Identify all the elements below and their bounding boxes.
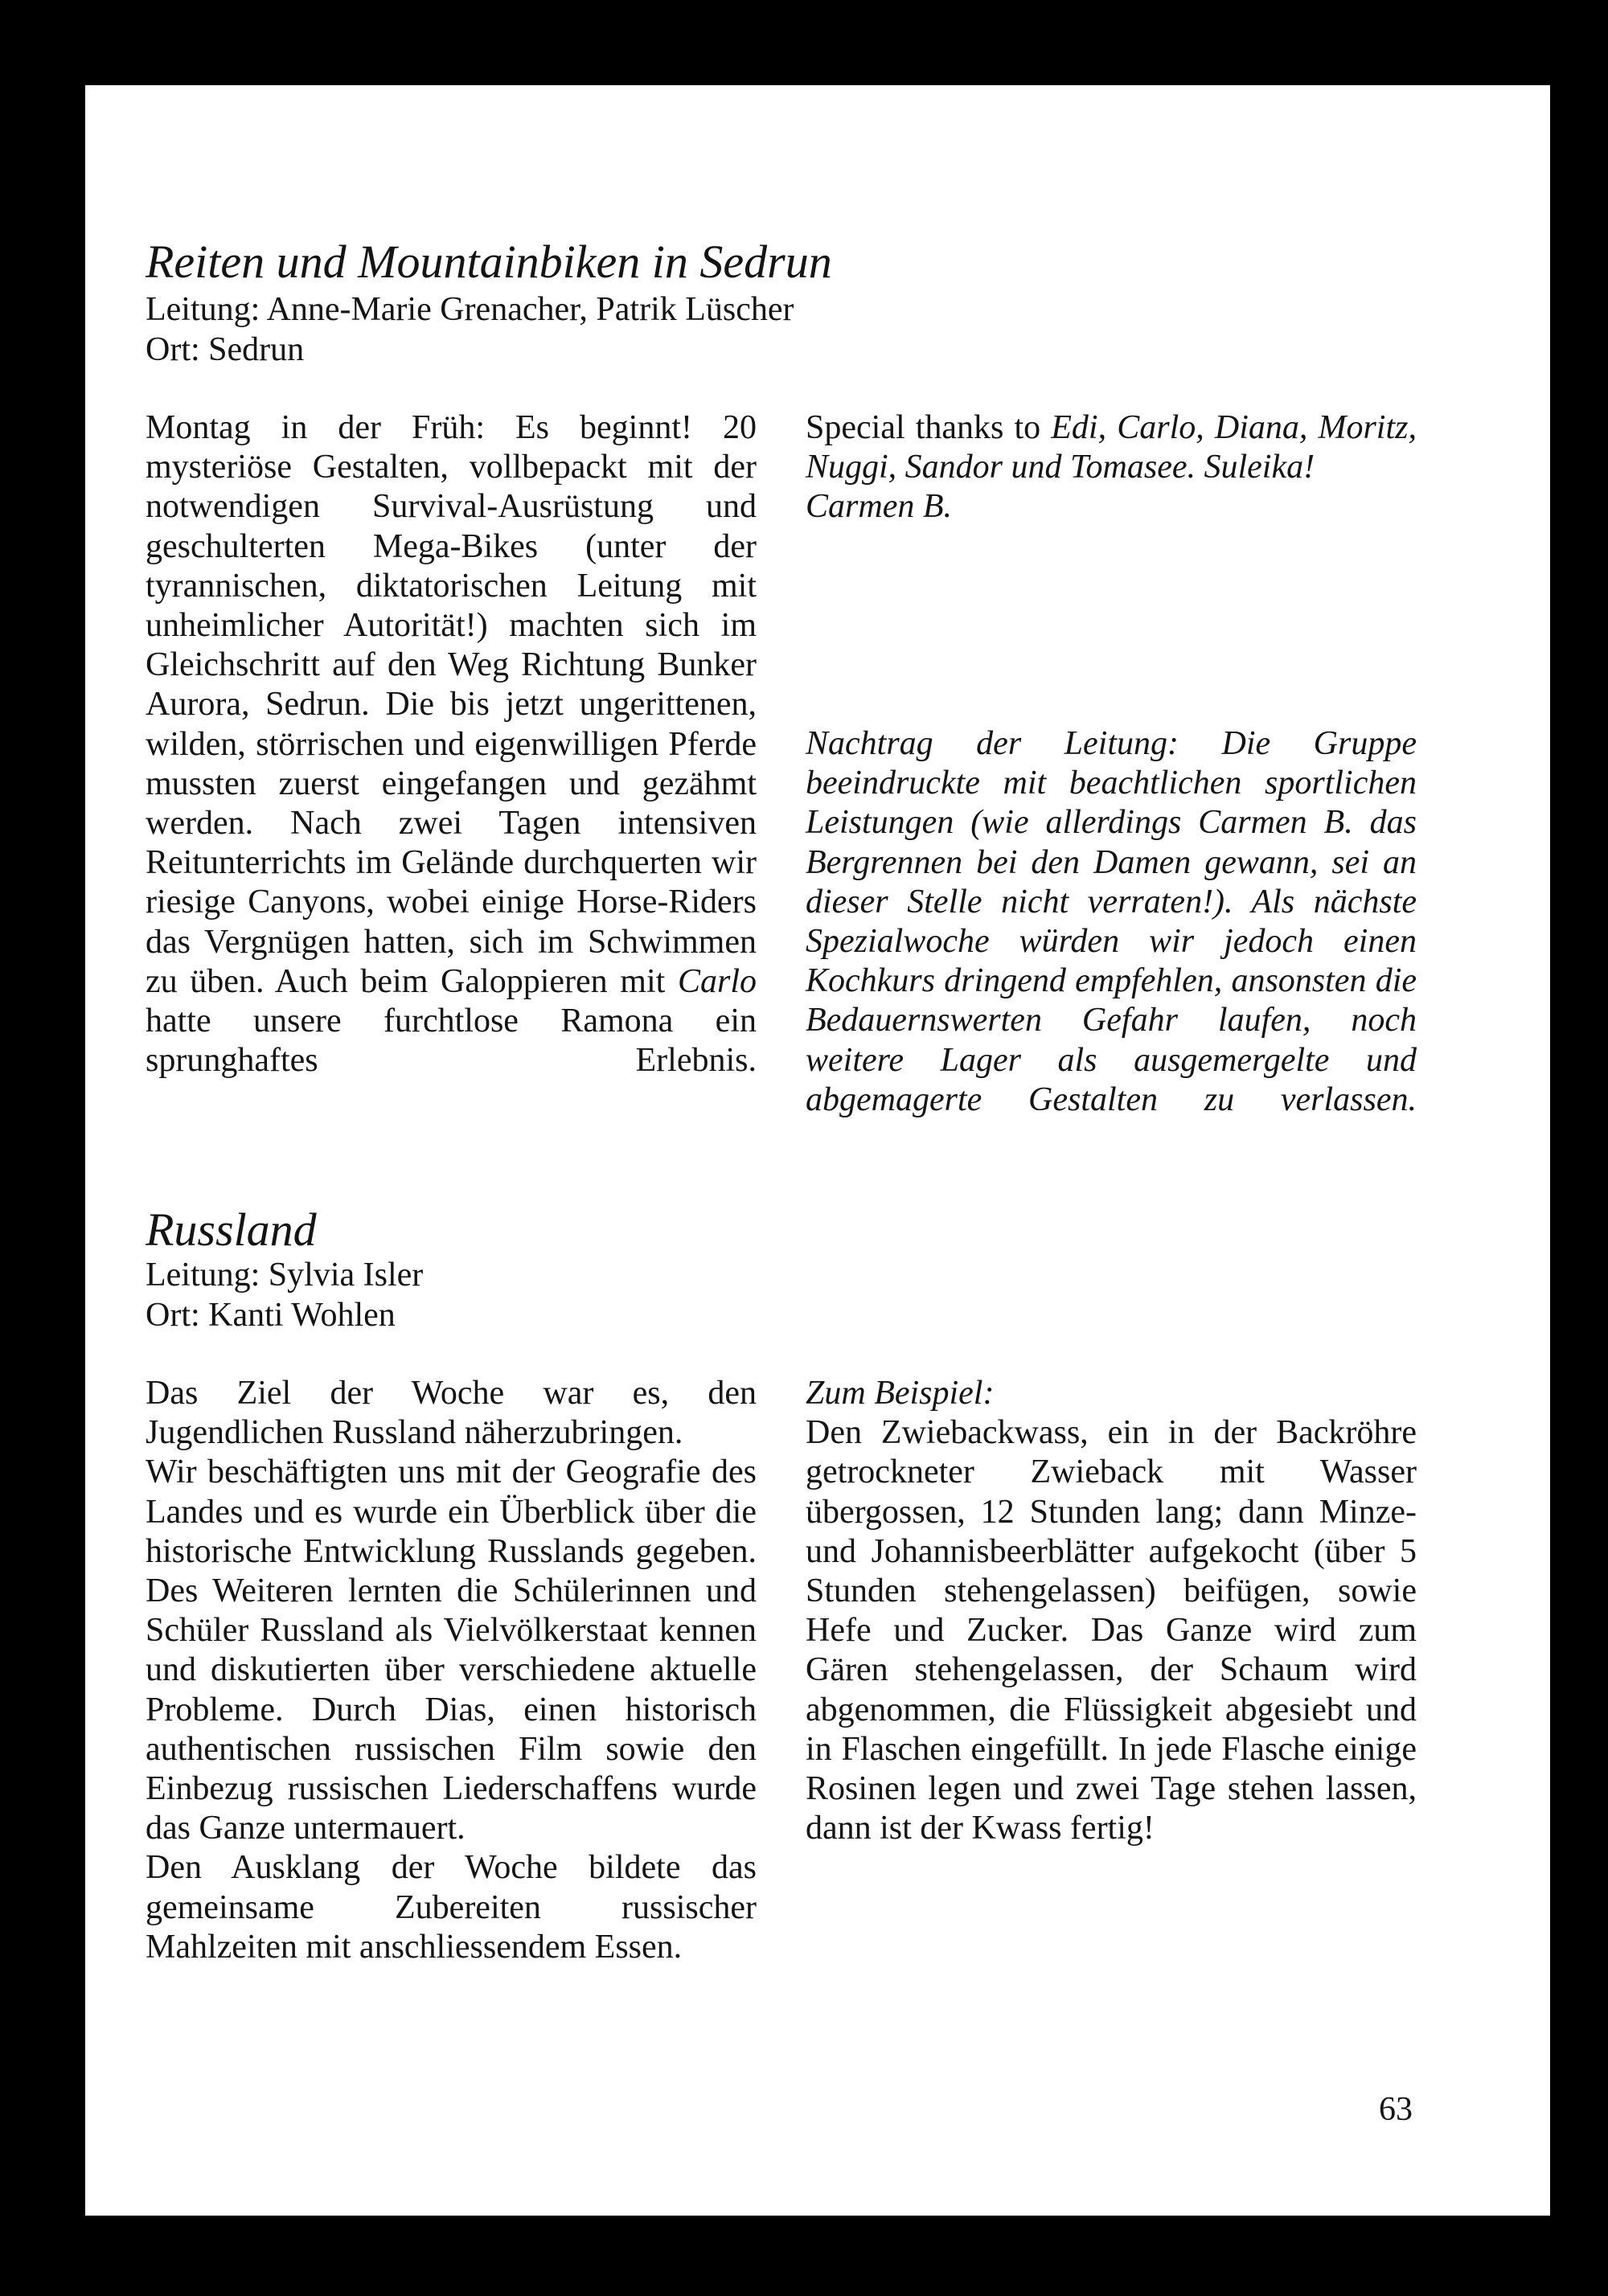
text-reiten-body-b: hatte unsere furchtlose Ramona ein sprunghaftes Erlebnis. — [146, 1002, 757, 1080]
text-reiten-carlo: Carlo — [677, 962, 757, 1000]
paragraph-thanks — [806, 408, 1417, 487]
paragraph-reiten-body — [146, 408, 757, 1080]
section-title-russland: Russland — [146, 1203, 317, 1256]
section-ort-reiten: Ort: Sedrun — [146, 331, 305, 368]
paragraph-nachtrag: Nachtrag der Leitung: Die Gruppe beeindruckte mit beachtlichen sportlichen Leistungen (wie allerdings Carmen B. das Bergrennen bei den Damen gewann, sei an dieser Stelle nicht verraten!). Als nächste Spezialwoche würden wir jedoch einen Kochkurs dringend empfehlen, ansonsten die Bedauernswerten Gefahr laufen, noch weitere Lager als ausgemergelte und abgemagerte Gestalten zu verlassen. — [806, 725, 1417, 1118]
right-column-nachtrag — [806, 724, 1417, 1120]
paragraph-russland-3: Den Ausklang der Woche bildete das gemeinsame Zubereiten russischer Mahlzeiten mit anschliessendem Essen. — [146, 1849, 757, 1966]
left-column-russland — [146, 1374, 757, 1967]
text-reiten-body-a: Montag in der Früh: Es beginnt! 20 mysteriöse Gestalten, vollbepackt mit der notwendigen Survival-Ausrüstung und geschulterten Mega-Bikes (unter der tyrannischen, diktatorischen Leitung mit unheimlicher Autorität!) machten sich im Gleichschritt auf den Weg Richtung Bunker Aurora, Sedrun. Die bis jetzt ungerittenen, wilden, störrischen und eigenwilligen Pferde mussten zuerst eingefangen und gezähmt werden. Nach zwei Tagen intensiven Reitunterrichts im Gelände durchquerten wir riesige Canyons, wobei einige Horse-Riders das Vergnügen hatten, sich im Schwimmen zu üben. Auch beim Galoppieren mit — [146, 409, 757, 1000]
recipe-heading: Zum Beispiel: — [806, 1375, 995, 1412]
paragraph-russland-1: Das Ziel der Woche war es, den Jugendlichen Russland näherzubringen. — [146, 1375, 757, 1452]
paragraph-russland-2: Wir beschäftigten uns mit der Geografie des Landes und es wurde ein Überblick über die historische Entwicklung Russlands gegeben. Des Weiteren lernten die Schülerinnen und Schüler Russland als Vielvölkerstaat kennen und diskutierten über verschiedene aktuelle Probleme. Durch Dias, einen historisch authentischen russischen Film sowie den Einbezug russischen Liederschaffens wurde das Ganze untermauert. — [146, 1453, 757, 1847]
page-number: 63 — [1379, 2091, 1413, 2128]
right-column-russland — [806, 1374, 1417, 1848]
right-column-reiten — [806, 408, 1417, 527]
section-leitung-russland: Leitung: Sylvia Isler — [146, 1257, 424, 1294]
section-title-reiten: Reiten und Mountainbiken in Sedrun — [146, 236, 832, 288]
paragraph-recipe: Den Zwiebackwass, ein in der Backröhre getrockneter Zwieback mit Wasser übergossen, 12 Stunden lang; dann Minze- und Johannisbeerblätter aufgekocht (über 5 Stunden stehengelassen) beifügen, sowie Hefe und Zucker. Das Ganze wird zum Gären stehengelassen, der Schaum wird abgenommen, die Flüssigkeit abgesiebt und in Flaschen eingefüllt. In jede Flasche einige Rosinen legen und zwei Tage stehen lassen, dann ist der Kwass fertig! — [806, 1414, 1417, 1847]
left-column-reiten — [146, 408, 757, 1080]
text-thanks-intro: Special thanks to — [806, 409, 1052, 446]
signature-carmen: Carmen B. — [806, 488, 952, 526]
text-thanks-names: Edi, Carlo, Diana, Moritz, Nuggi, Sandor und Tomasee. Suleika! — [806, 409, 1417, 486]
section-leitung-reiten: Leitung: Anne-Marie Grenacher, Patrik Lüscher — [146, 291, 794, 328]
document-page — [85, 85, 1550, 2216]
section-ort-russland: Ort: Kanti Wohlen — [146, 1297, 396, 1334]
